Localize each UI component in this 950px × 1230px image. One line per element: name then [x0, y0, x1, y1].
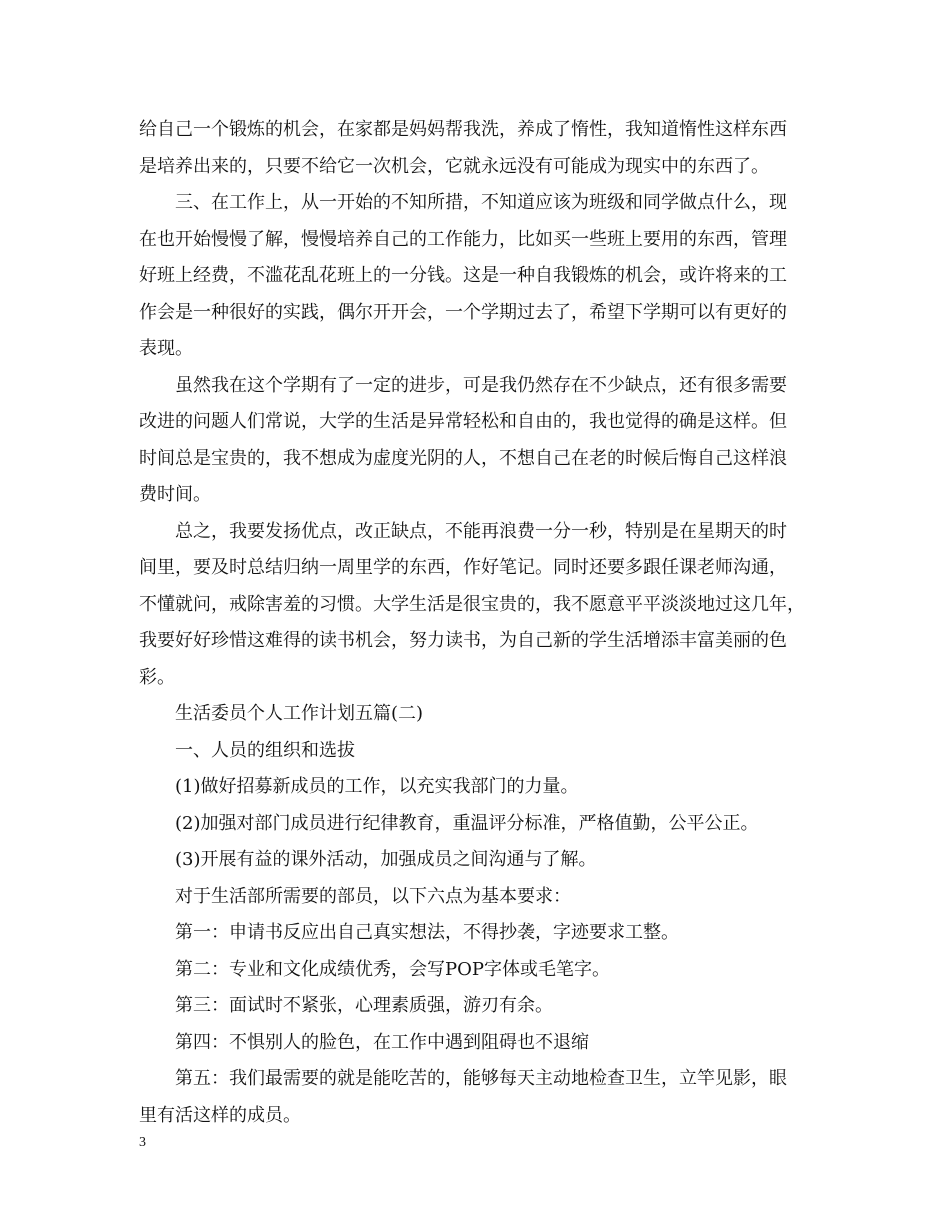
text-line: 给自己一个锻炼的机会，在家都是妈妈帮我洗，养成了惰性，我知道惰性这样东西	[139, 119, 787, 140]
text-line: 第三：面试时不紧张，心理素质强，游刃有余。	[175, 995, 553, 1016]
text-line: 三、在工作上，从一开始的不知所措，不知道应该为班级和同学做点什么，现	[175, 192, 787, 213]
text-line: 里有活这样的成员。	[139, 1104, 301, 1126]
text-line: 我要好好珍惜这难得的读书机会，努力读书，为自己新的学生活增添丰富美丽的色	[139, 630, 787, 651]
text-line: 一、人员的组织和选拔	[175, 739, 355, 761]
text-line: 间里，要及时总结归纳一周里学的东西，作好笔记。同时还要多跟任课老师沟通，	[139, 557, 787, 578]
text-line: 是培养出来的，只要不给它一次机会，它就永远没有可能成为现实中的东西了。	[139, 155, 769, 177]
text-line: 不懂就问，戒除害羞的习惯。大学生活是很宝贵的，我不愿意平平淡淡地过这几年，	[139, 593, 805, 615]
text-line: 第五：我们最需要的就是能吃苦的，能够每天主动地检查卫生，立竿见影，眼	[175, 1068, 787, 1089]
text-line: 对于生活部所需要的部员，以下六点为基本要求：	[175, 885, 571, 907]
page-number: 3	[139, 1135, 146, 1150]
document-body	[139, 112, 815, 1134]
text-line: (3)开展有益的课外活动，加强成员之间沟通与了解。	[175, 849, 597, 870]
text-line: 第四：不惧别人的脸色，在工作中遇到阻碍也不退缩	[175, 1031, 589, 1053]
text-line: 作会是一种很好的实践，偶尔开开会，一个学期过去了，希望下学期可以有更好的	[139, 301, 787, 323]
text-line: 改进的问题人们常说，大学的生活是异常轻松和自由的，我也觉得的确是这样。但	[139, 411, 787, 432]
text-line: 总之，我要发扬优点，改正缺点，不能再浪费一分一秒，特别是在星期天的时	[175, 520, 787, 542]
text-line: 表现。	[139, 338, 193, 359]
text-line: 虽然我在这个学期有了一定的进步，可是我仍然存在不少缺点，还有很多需要	[175, 374, 787, 396]
text-line: 第一：申请书反应出自己真实想法，不得抄袭，字迹要求工整。	[175, 922, 679, 943]
text-line: 时间总是宝贵的，我不想成为虚度光阴的人，不想自己在老的时候后悔自己这样浪	[139, 447, 787, 469]
text-line: (1)做好招募新成员的工作，以充实我部门的力量。	[175, 776, 579, 797]
text-line: 第二：专业和文化成绩优秀，会写POP字体或毛笔字。	[175, 958, 610, 980]
text-line: 生活委员个人工作计划五篇(二)	[175, 703, 424, 724]
text-line: 在也开始慢慢了解，慢慢培养自己的工作能力，比如买一些班上要用的东西，管理	[139, 228, 787, 250]
text-line: 费时间。	[139, 484, 211, 505]
text-line: 好班上经费，不滥花乱花班上的一分钱。这是一种自我锻炼的机会，或许将来的工	[139, 265, 787, 286]
text-line: (2)加强对部门成员进行纪律教育，重温评分标准，严格值勤，公平公正。	[175, 812, 759, 834]
text-line: 彩。	[139, 666, 175, 688]
